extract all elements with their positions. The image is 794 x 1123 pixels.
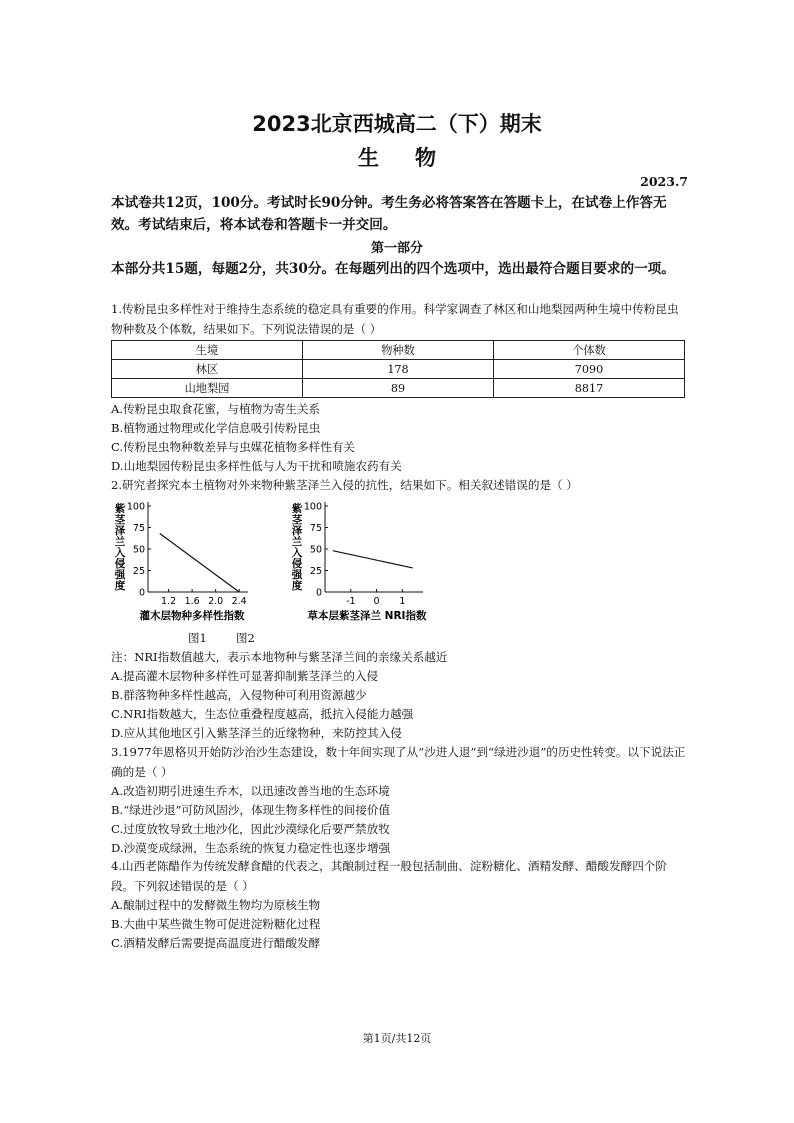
x-tick-label: -1 bbox=[346, 596, 356, 607]
y-axis-label-char: 兰 bbox=[291, 536, 303, 548]
y-tick-label: 0 bbox=[315, 587, 322, 599]
figure-2-caption: 图2 bbox=[236, 631, 255, 645]
y-axis-label-char: 强 bbox=[291, 569, 303, 581]
q1-option-c: C.传粉昆虫物种数差异与虫媒花植物多样性有关 bbox=[111, 440, 356, 454]
figure-1-chart bbox=[108, 496, 278, 631]
part-description: 本部分共15题，每题2分，共30分。在每题列出的四个选项中，选出最符合题目要求的一项。 bbox=[111, 261, 675, 277]
figure-1-caption: 图1 bbox=[188, 631, 207, 645]
exam-title: 2023北京西城高二（下）期末 bbox=[252, 112, 542, 136]
q3-option-a: A.改造初期引进速生乔木，以迅速改善当地的生态环境 bbox=[111, 784, 390, 798]
q1-option-b: B.植物通过物理或化学信息吸引传粉昆虫 bbox=[111, 421, 321, 435]
y-tick-label: 50 bbox=[309, 544, 322, 556]
q3-option-c: C.过度放牧导致土地沙化，因此沙漠绿化后要严禁放牧 bbox=[111, 822, 390, 836]
x-tick-label: 2.4 bbox=[231, 596, 247, 607]
exam-instructions: 本试卷共12页，100分。考试时长90分钟。考生务必将答案答在答题卡上，在试卷上作答无效。考试结束后，将本试卷和答题卡一并交回。 bbox=[111, 195, 667, 233]
table-cell: 8817 bbox=[494, 379, 685, 398]
question-4-stem: 4.山西老陈醋作为传统发酵食醋的代表之，其酿制过程一般包括制曲、淀粉糖化、酒精发酵、醋酸发酵四个阶段。下列叙述错误的是（ ） bbox=[111, 859, 667, 893]
series-line bbox=[160, 534, 239, 592]
table-row bbox=[112, 379, 685, 398]
habitat-table bbox=[111, 340, 685, 398]
question-1-stem: 1.传粉昆虫多样性对于维持生态系统的稳定具有重要的作用。科学家调查了林区和山地梨园两种生境中传粉昆虫物种数及个体数，结果如下。下列说法错误的是（ ） bbox=[111, 302, 679, 336]
subject-title: 生物 bbox=[358, 146, 472, 170]
q1-option-d: D.山地梨园传粉昆虫多样性低与人为干扰和喷施农药有关 bbox=[111, 459, 402, 473]
y-axis-label-char: 紫 bbox=[114, 503, 126, 515]
y-tick-label: 75 bbox=[309, 523, 322, 534]
table-header-row bbox=[112, 341, 685, 360]
y-axis-label-char: 侵 bbox=[291, 558, 303, 570]
y-axis-label-char: 泽 bbox=[114, 525, 126, 537]
table-row bbox=[112, 360, 685, 379]
y-tick-label: 75 bbox=[132, 523, 145, 534]
q2-option-d: D.应从其他地区引入紫茎泽兰的近缘物种，来防控其入侵 bbox=[111, 726, 402, 740]
x-axis-label: 草本层紫茎泽兰 NRI指数 bbox=[307, 610, 427, 622]
page-footer: 第1页/共12页 bbox=[362, 1032, 432, 1045]
q2-option-a: A.提高灌木层物种多样性可显著抑制紫茎泽兰的入侵 bbox=[111, 669, 379, 683]
q3-option-b: B.“绿进沙退”可防风固沙，体现生物多样性的间接价值 bbox=[111, 803, 391, 817]
table-cell: 山地梨园 bbox=[112, 379, 303, 398]
y-tick-label: 50 bbox=[132, 544, 145, 556]
x-axis-label: 灌木层物种多样性指数 bbox=[139, 610, 245, 622]
y-axis-label-char: 紫 bbox=[291, 503, 303, 515]
x-tick-label: 1 bbox=[399, 596, 406, 607]
q4-option-b: B.大曲中某些微生物可促进淀粉糖化过程 bbox=[111, 917, 321, 931]
y-axis-label-char: 入 bbox=[114, 547, 126, 559]
table-cell: 7090 bbox=[494, 360, 685, 379]
y-axis-label-char: 度 bbox=[114, 580, 126, 592]
question-2-stem: 2.研究者探究本土植物对外来物种紫茎泽兰入侵的抗性，结果如下。相关叙述错误的是（ ） bbox=[111, 478, 578, 492]
q2-option-c: C.NRI指数越大，生态位重叠程度越高，抵抗入侵能力越强 bbox=[111, 707, 414, 721]
table-header-cell: 个体数 bbox=[494, 341, 685, 360]
exam-date: 2023.7 bbox=[640, 174, 688, 189]
y-axis-label-char: 泽 bbox=[291, 525, 303, 537]
y-tick-label: 100 bbox=[303, 501, 322, 513]
part-title: 第一部分 bbox=[370, 241, 423, 256]
y-axis-label-char: 兰 bbox=[114, 536, 126, 548]
q2-option-b: B.群落物种多样性越高，入侵物种可利用资源越少 bbox=[111, 688, 367, 702]
q3-option-d: D.沙漠变成绿洲，生态系统的恢复力稳定性也逐步增强 bbox=[111, 841, 391, 855]
y-tick-label: 0 bbox=[138, 587, 145, 599]
y-axis-label-char: 茎 bbox=[291, 514, 303, 526]
y-tick-label: 25 bbox=[132, 566, 145, 577]
y-axis-label-char: 侵 bbox=[114, 558, 126, 570]
series-line bbox=[333, 551, 413, 568]
x-tick-label: 0 bbox=[373, 596, 380, 607]
figure-2-chart bbox=[283, 496, 443, 631]
table-cell: 178 bbox=[303, 360, 494, 379]
y-tick-label: 100 bbox=[126, 501, 145, 513]
y-axis-label-char: 茎 bbox=[114, 514, 126, 526]
table-header-cell: 物种数 bbox=[303, 341, 494, 360]
y-axis-label-char: 强 bbox=[114, 569, 126, 581]
table-cell: 89 bbox=[303, 379, 494, 398]
y-tick-label: 25 bbox=[309, 566, 322, 577]
x-tick-label: 1.6 bbox=[184, 596, 200, 607]
y-axis-label-char: 入 bbox=[291, 547, 303, 559]
q1-option-a: A.传粉昆虫取食花蜜，与植物为寄生关系 bbox=[111, 402, 321, 416]
q4-option-a: A.酿制过程中的发酵微生物均为原核生物 bbox=[111, 898, 321, 912]
table-header-cell: 生境 bbox=[112, 341, 303, 360]
question-3-stem: 3.1977年恩格贝开始防沙治沙生态建设，数十年间实现了从“沙进人退”到“绿进沙退”的历史性转变。以下说法正确的是（ ） bbox=[111, 745, 686, 779]
x-tick-label: 1.2 bbox=[161, 596, 177, 607]
table-cell: 林区 bbox=[112, 360, 303, 379]
x-tick-label: 2.0 bbox=[208, 596, 224, 607]
q2-note: 注：NRI指数值越大，表示本地物种与紫茎泽兰间的亲缘关系越近 bbox=[111, 650, 448, 664]
y-axis-label-char: 度 bbox=[291, 580, 303, 592]
q4-option-c: C.酒精发酵后需要提高温度进行醋酸发酵 bbox=[111, 936, 321, 950]
